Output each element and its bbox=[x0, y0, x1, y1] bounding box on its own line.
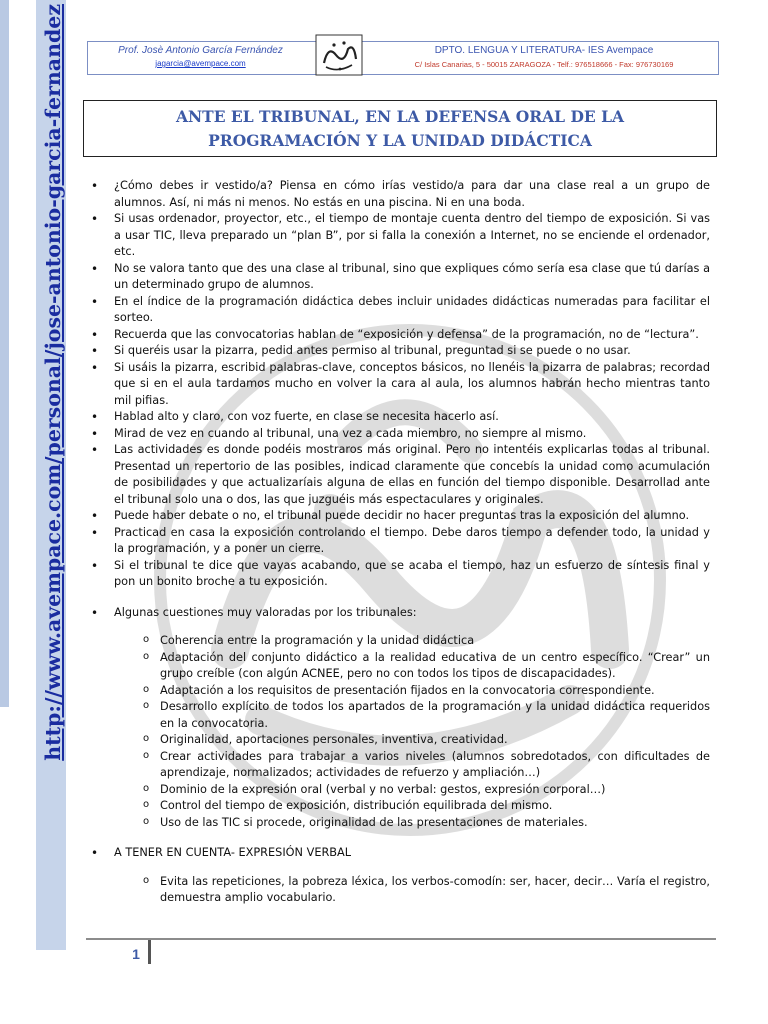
list-item: • Las actividades es donde podéis mostraros más original. Pero no intentéis explicarlas todas al tribunal. Presentad un repertorio de las posibles, indicad claramente que concebís la unidad como acumulación de posibilidades y que actualizaríais alguna de ellas en función del tiempo disponible. Desarrollad ante el tribunal solo una o dos, las que juzguéis más espectaculares y originales. bbox=[90, 442, 710, 508]
letterhead bbox=[87, 41, 719, 75]
list-item: • En el índice de la programación didáctica debes incluir unidades didácticas numeradas para facilitar el sorteo. bbox=[90, 294, 710, 327]
list-item: o Coherencia entre la programación y la unidad didáctica bbox=[90, 633, 710, 650]
list-item: • Mirad de vez en cuando al tribunal, una vez a cada miembro, no siempre al mismo. bbox=[90, 426, 710, 443]
expresion-heading: • A TENER EN CUENTA- EXPRESIÓN VERBAL bbox=[90, 845, 710, 862]
author-email-link[interactable]: jagarcia@avempace.com bbox=[155, 59, 246, 68]
list-item: o Adaptación del conjunto didáctico a la realidad educativa de un centro específico. “Crear” un grupo creíble (con algún ACNEE, pero no con todos los tipos de discapacidades). bbox=[90, 650, 710, 683]
sidebar-url-link[interactable]: http://www.avempace.com/personal/jose-antonio-garcia-fernandez bbox=[41, 4, 65, 761]
page-number: 1 bbox=[132, 946, 140, 962]
expresion-list bbox=[90, 874, 710, 907]
list-item: • Si usas ordenador, proyector, etc., el tiempo de montaje cuenta dentro del tiempo de exposición. Si vas a usar TIC, lleva preparado un “plan B”, por si falla la conexión a Internet, no se enciende el ordenador, etc. bbox=[90, 211, 710, 261]
list-item: • Si usáis la pizarra, escribid palabras-clave, conceptos básicos, no llenéis la pizarra de palabras; recordad que si en el aula tardamos mucho en volver la cara al aula, los alumnos habrán hecho mientras tanto mil pifias. bbox=[90, 360, 710, 410]
department-name: DPTO. LENGUA Y LITERATURA- IES Avempace bbox=[434, 45, 654, 56]
document-body bbox=[90, 178, 710, 907]
author-name: Prof. Josè Antonio García Fernández bbox=[118, 45, 283, 56]
letterhead-department-block bbox=[370, 45, 718, 69]
list-item: • Hablad alto y claro, con voz fuerte, en clase se necesita hacerlo así. bbox=[90, 409, 710, 426]
list-item: • ¿Cómo debes ir vestido/a? Piensa en cómo irías vestido/a para dar una clase real a un grupo de alumnos. Así, ni más ni menos. No estás en una piscina. Ni en una boda. bbox=[90, 178, 710, 211]
list-item: • Puede haber debate o no, el tribunal puede decidir no hacer preguntas tras la exposición del alumno. bbox=[90, 508, 710, 525]
list-item: o Crear actividades para trabajar a varios niveles (alumnos sobredotados, con dificultades de aprendizaje, normalizados; actividades de refuerzo y ampliación…) bbox=[90, 749, 710, 782]
cuestiones-list bbox=[90, 633, 710, 831]
left-accent-bar bbox=[0, 0, 9, 707]
list-item: o Control del tiempo de exposición, distribución equilibrada del mismo. bbox=[90, 798, 710, 815]
letterhead-author-block bbox=[88, 45, 313, 68]
school-logo-icon bbox=[314, 33, 364, 77]
list-item: o Originalidad, aportaciones personales, inventiva, creatividad. bbox=[90, 732, 710, 749]
list-item: o Desarrollo explícito de todos los apartados de la programación y la unidad didáctica requeridos en la convocatoria. bbox=[90, 699, 710, 732]
footer-divider bbox=[86, 938, 716, 940]
list-item: • Si el tribunal te dice que vayas acabando, que se acaba el tiempo, haz un esfuerzo de síntesis final y pon un bonito broche a tu exposición. bbox=[90, 558, 710, 591]
cuestiones-section bbox=[90, 605, 710, 622]
page-number-separator bbox=[148, 940, 151, 964]
document-title-box bbox=[83, 100, 717, 157]
sidebar-url-band bbox=[36, 0, 66, 950]
list-item: • Recuerda que las convocatorias hablan de “exposición y defensa” de la programación, no de “lectura”. bbox=[90, 327, 710, 344]
list-item: • No se valora tanto que des una clase al tribunal, sino que expliques cómo sería esa clase que tú darías a un determinado grupo de alumnos. bbox=[90, 261, 710, 294]
list-item: o Dominio de la expresión oral (verbal y no verbal: gestos, expresión corporal…) bbox=[90, 782, 710, 799]
list-item: o Adaptación a los requisitos de presentación fijados en la convocatoria correspondiente. bbox=[90, 683, 710, 700]
list-item: o Uso de las TIC si procede, originalidad de las presentaciones de materiales. bbox=[90, 815, 710, 832]
title-line-2: PROGRAMACIÓN Y LA UNIDAD DIDÁCTICA bbox=[208, 131, 592, 150]
title-line-1: ANTE EL TRIBUNAL, EN LA DEFENSA ORAL DE LA bbox=[175, 107, 625, 126]
cuestiones-heading: • Algunas cuestiones muy valoradas por los tribunales: bbox=[90, 605, 710, 622]
list-item: • Practicad en casa la exposición controlando el tiempo. Debe daros tiempo a defender todo, la unidad y la programación, y a poner un cierre. bbox=[90, 525, 710, 558]
list-item: • Si queréis usar la pizarra, pedid antes permiso al tribunal, preguntad si se puede o no usar. bbox=[90, 343, 710, 360]
list-item: o Evita las repeticiones, la pobreza léxica, los verbos-comodín: ser, hacer, decir… Varía el registro, demuestra amplio vocabulario. bbox=[90, 874, 710, 907]
tips-list bbox=[90, 178, 710, 591]
expresion-section bbox=[90, 845, 710, 862]
school-address: C/ Islas Canarias, 5 - 50015 ZARAGOZA - Telf.: 976518666 - Fax: 976730169 bbox=[414, 60, 674, 69]
